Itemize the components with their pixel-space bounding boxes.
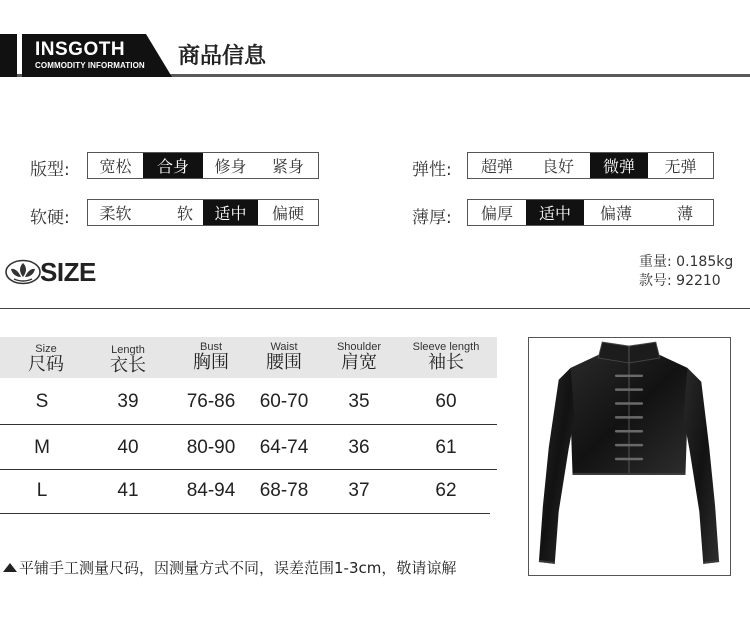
table-cell: 62 — [435, 480, 457, 501]
attr-option-softness-soft: 软 — [176, 204, 193, 223]
table-cell: S — [35, 391, 49, 412]
attr-option-stretch-none: 无弹 — [664, 157, 697, 176]
attr-option-fit-regular: 合身 — [143, 153, 203, 178]
table-cell: M — [34, 437, 50, 458]
table-cell: 41 — [117, 480, 139, 501]
section-divider — [0, 308, 750, 309]
attr-options-fit — [87, 152, 319, 179]
table-row — [0, 469, 497, 513]
table-cell: 68-78 — [259, 480, 309, 501]
attr-option-stretch-good: 良好 — [541, 157, 574, 176]
attr-option-fit-tight: 紧身 — [271, 157, 304, 176]
attr-label-thickness: 薄厚: — [412, 208, 452, 228]
table-cell: 39 — [117, 391, 139, 412]
attr-option-stretch-high: 超弹 — [480, 157, 513, 176]
table-cell: 37 — [348, 480, 370, 501]
table-cell: 40 — [117, 437, 139, 458]
velvet-crop-top-illustration — [529, 338, 730, 575]
attr-option-fit-loose: 宽松 — [99, 157, 132, 176]
attr-options-thickness — [467, 199, 714, 226]
table-cell: 60-70 — [259, 391, 309, 412]
column-header-size: Size 尺码 — [28, 343, 64, 375]
table-cell: 36 — [348, 437, 370, 458]
measurement-note: 平铺手工测量尺码，因测量方式不同，误差范围1-3cm，敬请谅解 — [3, 557, 456, 578]
attr-option-thickness-thin: 偏薄 — [599, 204, 632, 223]
brand-name: INSGOTH — [35, 39, 126, 60]
size-heading: SIZE — [40, 257, 96, 287]
attr-option-softness-very-soft: 柔软 — [99, 204, 132, 223]
column-header-shoulder: Shoulder 肩宽 — [336, 341, 382, 373]
attr-options-stretch — [467, 152, 714, 179]
attr-option-softness-firm: 偏硬 — [271, 204, 304, 223]
attr-option-thickness-thick: 偏厚 — [480, 204, 513, 223]
attr-option-softness-medium: 适中 — [203, 200, 258, 225]
column-header-waist: Waist 腰围 — [266, 341, 302, 373]
row-divider — [0, 513, 490, 514]
table-cell: 61 — [435, 437, 457, 458]
table-cell: 80-90 — [186, 437, 236, 458]
attr-label-stretch: 弹性: — [412, 160, 452, 180]
row-divider — [0, 424, 497, 425]
column-header-sleeve-length: Sleeve length 袖长 — [412, 341, 480, 373]
size-logo-icon — [5, 259, 41, 285]
style-number-text: 款号: 92210 — [639, 273, 721, 289]
attr-label-softness: 软硬: — [30, 208, 70, 228]
column-header-length: Length 衣长 — [110, 344, 146, 376]
attr-option-thickness-very-thin: 薄 — [676, 204, 693, 223]
weight-text: 重量: 0.185kg — [639, 254, 734, 270]
page-title: 商品信息 — [178, 44, 267, 69]
table-cell: 35 — [348, 391, 370, 412]
attr-option-thickness-medium: 适中 — [526, 200, 584, 225]
brand-subtitle: COMMODITY INFORMATION — [35, 61, 145, 70]
table-row — [0, 380, 497, 424]
table-cell: 60 — [435, 391, 457, 412]
column-header-bust: Bust 胸围 — [193, 341, 229, 373]
attr-options-softness — [87, 199, 319, 226]
attr-option-fit-slim: 修身 — [214, 157, 247, 176]
header-accent-bar — [0, 34, 17, 77]
attr-label-fit: 版型: — [30, 160, 70, 180]
triangle-icon — [3, 563, 17, 572]
table-row — [0, 426, 497, 470]
table-cell: 76-86 — [186, 391, 236, 412]
size-table-header — [0, 337, 497, 378]
product-image — [528, 337, 731, 576]
table-cell: 84-94 — [186, 480, 236, 501]
attr-option-stretch-slight: 微弹 — [590, 153, 648, 178]
table-cell: L — [36, 480, 48, 501]
table-cell: 64-74 — [259, 437, 309, 458]
